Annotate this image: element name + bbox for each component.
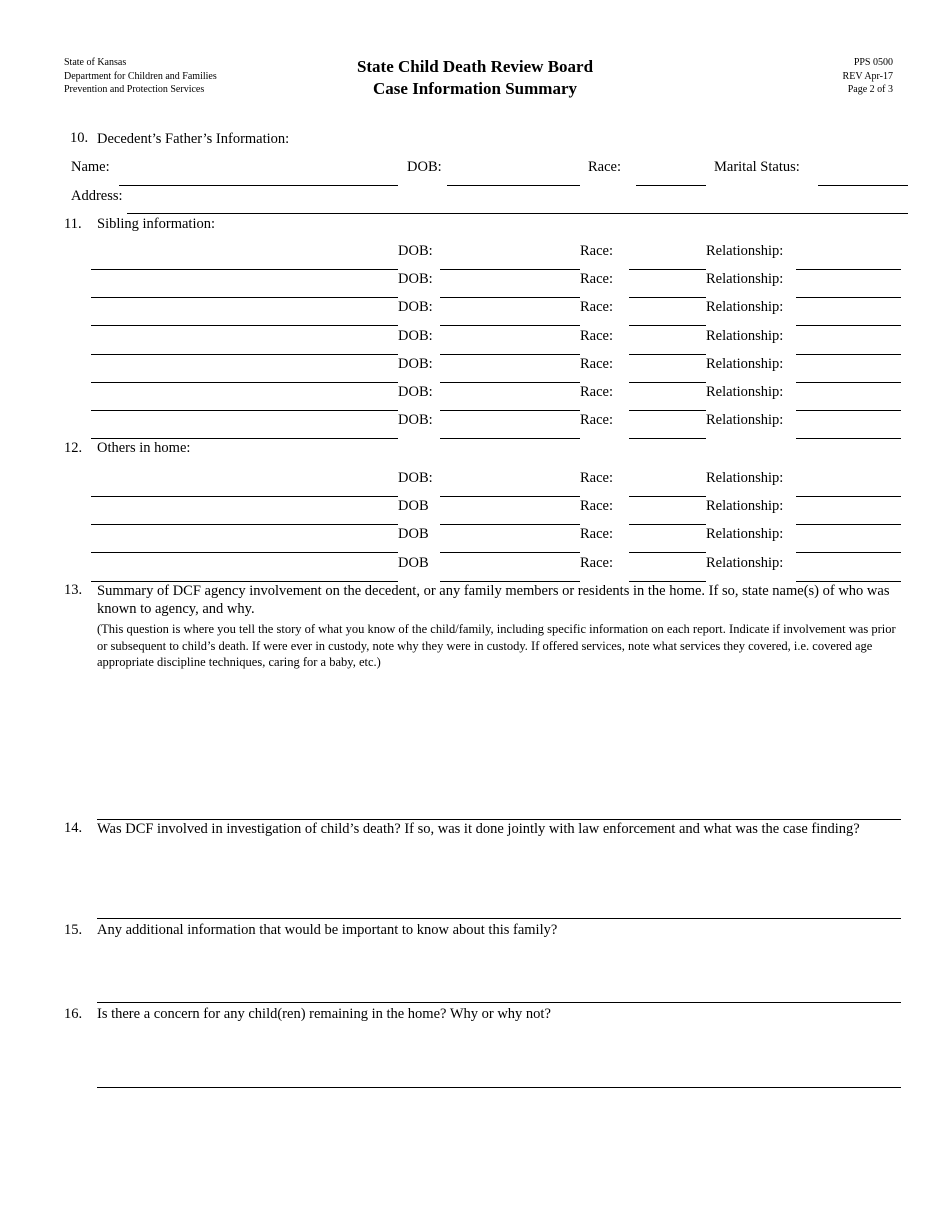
other-resident-relationship-label: Relationship: — [706, 554, 784, 571]
father-name-field[interactable] — [119, 185, 398, 186]
father-address-label: Address: — [71, 188, 123, 204]
sibling-race-label: Race: — [580, 271, 614, 288]
other-resident-dob-field[interactable] — [440, 496, 580, 497]
father-marital-label: Marital Status: — [714, 159, 800, 175]
sibling-race-label: Race: — [580, 355, 614, 372]
title-line-1: State Child Death Review Board — [356, 57, 594, 76]
father-dob-label: DOB: — [407, 159, 442, 175]
sibling-dob-field[interactable] — [440, 269, 580, 270]
other-resident-dob-label: DOB — [398, 498, 429, 515]
q16-question: Is there a concern for any child(ren) remaining in the home? Why or why not? — [97, 1006, 551, 1022]
other-resident-race-label: Race: — [580, 526, 614, 543]
q13-question: Summary of DCF agency involvement on the decedent, or any family members or residents in the home. If so, state name(s) of who was known to agency, and why. — [97, 583, 890, 617]
form-number: PPS 0500 — [853, 57, 893, 68]
sibling-name-field[interactable] — [91, 354, 398, 355]
sibling-relationship-field[interactable] — [796, 269, 901, 270]
sibling-dob-label: DOB: — [398, 355, 433, 372]
q14-answer-line[interactable] — [97, 918, 901, 919]
father-dob-field[interactable] — [447, 185, 580, 186]
other-resident-relationship-field[interactable] — [796, 496, 901, 497]
other-resident-dob-label: DOB — [398, 554, 429, 571]
father-race-label: Race: — [588, 159, 622, 175]
agency-block — [64, 56, 217, 97]
sibling-dob-label: DOB: — [398, 299, 433, 316]
q10-title: Decedent’s Father’s Information: — [97, 131, 290, 147]
q16-answer-line[interactable] — [97, 1087, 901, 1088]
sibling-dob-field[interactable] — [440, 354, 580, 355]
other-resident-dob-field[interactable] — [440, 552, 580, 553]
sibling-dob-label: DOB: — [398, 327, 433, 344]
sibling-race-label: Race: — [580, 243, 614, 259]
form-revision: REV Apr-17 — [842, 70, 893, 82]
sibling-dob-field[interactable] — [440, 297, 580, 298]
other-resident-race-field[interactable] — [629, 524, 706, 525]
father-address-field[interactable] — [127, 213, 908, 214]
sibling-relationship-field[interactable] — [796, 354, 901, 355]
q13-instructions: (This question is where you tell the story of what you know of the child/family, including specific information on each report. Indicate if involvement was prior or subsequent to child’s death. If were ever in custody, note why they were in custody. If offered services, note what services they covered, i.e. covered age appropriate discipline techniques, caring for a baby, etc.) — [97, 622, 896, 669]
other-resident-race-label: Race: — [580, 470, 614, 486]
father-name-label: Name: — [71, 159, 110, 175]
sibling-race-field[interactable] — [629, 382, 706, 383]
other-resident-name-field[interactable] — [91, 552, 398, 553]
sibling-dob-field[interactable] — [440, 325, 580, 326]
father-race-field[interactable] — [636, 185, 706, 186]
other-resident-race-label: Race: — [580, 554, 614, 571]
q16-number: 16. — [64, 1006, 83, 1022]
other-resident-dob-label: DOB — [398, 526, 429, 543]
sibling-relationship-label: Relationship: — [706, 384, 784, 400]
other-resident-relationship-label: Relationship: — [706, 526, 784, 543]
sibling-race-field[interactable] — [629, 325, 706, 326]
other-resident-relationship-label: Relationship: — [706, 498, 784, 515]
sibling-relationship-field[interactable] — [796, 297, 901, 298]
other-resident-relationship-label: Relationship: — [706, 470, 784, 486]
sibling-relationship-label: Relationship: — [706, 327, 784, 344]
q15-answer-line[interactable] — [97, 1002, 901, 1003]
sibling-race-label: Race: — [580, 412, 614, 429]
sibling-race-field[interactable] — [629, 269, 706, 270]
sibling-relationship-field[interactable] — [796, 438, 901, 439]
sibling-dob-field[interactable] — [440, 382, 580, 383]
other-resident-dob-label: DOB: — [398, 470, 433, 486]
sibling-relationship-field[interactable] — [796, 410, 901, 411]
other-resident-name-field[interactable] — [91, 524, 398, 525]
sibling-relationship-label: Relationship: — [706, 355, 784, 372]
sibling-race-label: Race: — [580, 299, 614, 316]
sibling-name-field[interactable] — [91, 297, 398, 298]
q11-number: 11. — [64, 216, 82, 232]
other-resident-race-field[interactable] — [629, 552, 706, 553]
sibling-dob-field[interactable] — [440, 410, 580, 411]
sibling-dob-field[interactable] — [440, 438, 580, 439]
other-resident-race-label: Race: — [580, 498, 614, 515]
sibling-race-label: Race: — [580, 327, 614, 344]
sibling-dob-label: DOB: — [398, 412, 433, 429]
sibling-relationship-field[interactable] — [796, 325, 901, 326]
sibling-race-field[interactable] — [629, 438, 706, 439]
sibling-relationship-label: Relationship: — [706, 243, 784, 259]
q10-number: 10. — [70, 130, 89, 146]
q13-number: 13. — [64, 582, 83, 598]
agency-line: Department for Children and Families — [64, 70, 217, 82]
form-id-block — [800, 56, 893, 97]
sibling-name-field[interactable] — [91, 325, 398, 326]
sibling-relationship-label: Relationship: — [706, 271, 784, 288]
other-resident-name-field[interactable] — [91, 496, 398, 497]
agency-line: Prevention and Protection Services — [64, 84, 205, 95]
sibling-relationship-field[interactable] — [796, 382, 901, 383]
q14-number: 14. — [64, 820, 83, 836]
sibling-race-label: Race: — [580, 384, 614, 400]
q12-number: 12. — [64, 440, 83, 456]
sibling-relationship-label: Relationship: — [706, 299, 784, 316]
other-resident-dob-field[interactable] — [440, 524, 580, 525]
sibling-name-field[interactable] — [91, 410, 398, 411]
sibling-dob-label: DOB: — [398, 243, 433, 259]
sibling-name-field[interactable] — [91, 382, 398, 383]
sibling-race-field[interactable] — [629, 354, 706, 355]
sibling-race-field[interactable] — [629, 410, 706, 411]
sibling-relationship-label: Relationship: — [706, 412, 784, 429]
other-resident-relationship-field[interactable] — [796, 524, 901, 525]
father-marital-field[interactable] — [818, 185, 908, 186]
sibling-race-field[interactable] — [629, 297, 706, 298]
agency-line: State of Kansas — [64, 57, 127, 68]
other-resident-race-field[interactable] — [629, 496, 706, 497]
page-number: Page 2 of 3 — [847, 84, 893, 95]
sibling-name-field[interactable] — [91, 269, 398, 270]
q15-question: Any additional information that would be important to know about this family? — [97, 922, 558, 938]
q11-title: Sibling information: — [97, 216, 216, 232]
other-resident-relationship-field[interactable] — [796, 552, 901, 553]
q15-number: 15. — [64, 922, 83, 938]
title-line-2: Case Information Summary — [373, 79, 577, 98]
q12-title: Others in home: — [97, 440, 191, 456]
page-title — [325, 56, 625, 100]
sibling-dob-label: DOB: — [398, 271, 433, 288]
sibling-dob-label: DOB: — [398, 384, 433, 400]
q14-question: Was DCF involved in investigation of child’s death? If so, was it done jointly with law enforcement and what was the case finding? — [97, 821, 860, 837]
